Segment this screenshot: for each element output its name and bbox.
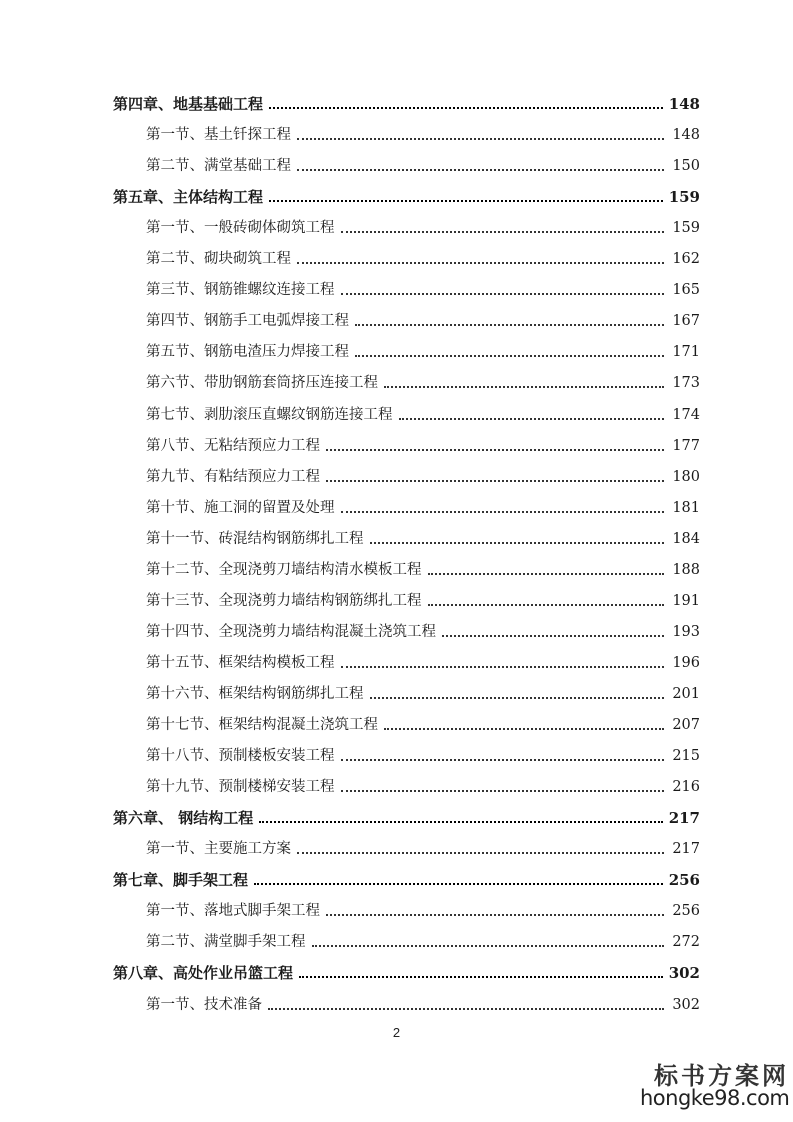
- toc-section-entry[interactable]: [146, 559, 700, 581]
- toc-entry-page: 150: [672, 158, 700, 175]
- toc-section-entry[interactable]: [146, 310, 700, 332]
- toc-entry-title: 第八章、高处作业吊篮工程: [113, 964, 294, 983]
- toc-entry-title: 第二节、满堂基础工程: [146, 158, 291, 175]
- toc-entry-title: 第二节、砌块砌筑工程: [146, 251, 291, 268]
- toc-section-entry[interactable]: [146, 590, 700, 612]
- toc-entry-title: 第十三节、全现浇剪力墙结构钢筋绑扎工程: [146, 592, 422, 609]
- page-number: 2: [392, 1025, 401, 1040]
- toc-dot-leader: [370, 538, 665, 544]
- toc-dot-leader: [326, 910, 664, 916]
- toc-entry-page: 159: [672, 220, 700, 237]
- toc-chapter-entry[interactable]: [113, 186, 700, 208]
- toc-dot-leader: [269, 196, 663, 202]
- toc-section-entry[interactable]: [146, 714, 700, 736]
- toc-dot-leader: [312, 941, 665, 947]
- toc-entry-page: 181: [672, 499, 700, 516]
- toc-entry-page: 272: [672, 934, 700, 951]
- toc-section-entry[interactable]: [146, 404, 700, 426]
- toc-dot-leader: [299, 972, 663, 978]
- toc-chapter-entry[interactable]: [113, 93, 700, 115]
- toc-entry-page: 201: [672, 686, 700, 702]
- toc-entry-title: 第十八节、预制楼板安装工程: [146, 748, 335, 765]
- toc-section-entry[interactable]: [146, 994, 700, 1016]
- toc-entry-page: 174: [672, 406, 700, 423]
- toc-section-entry[interactable]: [146, 652, 700, 674]
- toc-entry-title: 第六章、 钢结构工程: [113, 809, 254, 828]
- toc-dot-leader: [297, 848, 664, 854]
- toc-dot-leader: [326, 445, 664, 451]
- toc-entry-page: 177: [672, 437, 700, 454]
- watermark-url: hongke98.com: [640, 1086, 790, 1110]
- toc-entry-page: 173: [672, 375, 700, 392]
- toc-entry-title: 第三节、钢筋锥螺纹连接工程: [146, 282, 335, 299]
- toc-dot-leader: [370, 693, 665, 699]
- toc-entry-title: 第十九节、预制楼梯安装工程: [146, 779, 335, 796]
- toc-section-entry[interactable]: [146, 435, 700, 457]
- toc-entry-title: 第五章、主体结构工程: [113, 188, 264, 207]
- toc-entry-page: 216: [672, 779, 700, 796]
- toc-dot-leader: [341, 289, 665, 295]
- toc-entry-title: 第一节、基土钎探工程: [146, 127, 291, 143]
- toc-chapter-entry[interactable]: [113, 962, 700, 984]
- toc-entry-title: 第一节、落地式脚手架工程: [146, 903, 320, 920]
- toc-section-entry[interactable]: [146, 372, 700, 394]
- toc-section-entry[interactable]: [146, 217, 700, 239]
- toc-section-entry[interactable]: [146, 931, 700, 953]
- toc-section-entry[interactable]: [146, 155, 700, 177]
- toc-entry-page: 191: [672, 592, 700, 609]
- toc-dot-leader: [297, 258, 664, 264]
- toc-dot-leader: [341, 662, 665, 668]
- toc-entry-title: 第十二节、全现浇剪刀墙结构清水模板工程: [146, 561, 422, 578]
- toc-dot-leader: [428, 600, 665, 606]
- toc-entry-page: 217: [668, 809, 700, 828]
- toc-chapter-entry[interactable]: [113, 807, 700, 829]
- toc-entry-page: 256: [668, 871, 700, 890]
- toc-entry-title: 第十五节、框架结构模板工程: [146, 654, 335, 671]
- toc-dot-leader: [268, 1004, 664, 1010]
- toc-entry-title: 第一节、一般砖砌体砌筑工程: [146, 220, 335, 237]
- toc-dot-leader: [384, 724, 664, 730]
- toc-section-entry[interactable]: [146, 497, 700, 519]
- toc-entry-page: 302: [672, 996, 700, 1013]
- toc-section-entry[interactable]: [146, 528, 700, 550]
- toc-entry-title: 第一节、技术准备: [146, 996, 262, 1013]
- toc-entry-title: 第十四节、全现浇剪力墙结构混凝土浇筑工程: [146, 623, 436, 640]
- toc-dot-leader: [428, 569, 665, 575]
- toc-entry-page: 162: [672, 251, 700, 268]
- toc-dot-leader: [399, 414, 665, 420]
- toc-entry-page: 196: [672, 654, 700, 671]
- toc-dot-leader: [254, 879, 663, 885]
- toc-section-entry[interactable]: [146, 683, 700, 705]
- toc-dot-leader: [326, 476, 664, 482]
- toc-entry-title: 第九节、有粘结预应力工程: [146, 468, 320, 485]
- toc-entry-title: 第七节、剥肋滚压直螺纹钢筋连接工程: [146, 406, 393, 423]
- toc-dot-leader: [341, 786, 665, 792]
- toc-entry-title: 第十一节、砖混结构钢筋绑扎工程: [146, 530, 364, 547]
- toc-entry-page: 148: [672, 127, 700, 143]
- toc-entry-title: 第六节、带肋钢筋套筒挤压连接工程: [146, 375, 378, 392]
- toc-entry-page: 302: [668, 964, 700, 983]
- toc-section-entry[interactable]: [146, 900, 700, 922]
- toc-chapter-entry[interactable]: [113, 869, 700, 891]
- toc-entry-page: 184: [672, 530, 700, 547]
- toc-dot-leader: [384, 382, 664, 388]
- toc-entry-title: 第八节、无粘结预应力工程: [146, 437, 320, 454]
- toc-section-entry[interactable]: [146, 776, 700, 798]
- toc-dot-leader: [442, 631, 664, 637]
- toc-section-entry[interactable]: [146, 279, 700, 301]
- toc-entry-page: 193: [672, 623, 700, 640]
- toc-dot-leader: [341, 507, 665, 513]
- toc-entry-page: 217: [672, 841, 700, 858]
- toc-dot-leader: [269, 103, 663, 109]
- toc-entry-title: 第十节、施工洞的留置及处理: [146, 499, 335, 516]
- toc-section-entry[interactable]: [146, 341, 700, 363]
- toc-section-entry[interactable]: [146, 838, 700, 860]
- toc-entry-title: 第一节、主要施工方案: [146, 841, 291, 858]
- watermark-name: 标书方案网: [654, 1061, 789, 1090]
- toc-entry-page: 165: [672, 282, 700, 299]
- toc-entry-page: 188: [672, 561, 700, 578]
- toc-entry-page: 180: [672, 468, 700, 485]
- toc-section-entry[interactable]: [146, 124, 700, 146]
- toc-dot-leader: [259, 817, 662, 823]
- toc-dot-leader: [355, 320, 664, 326]
- toc-entry-title: 第四章、地基基础工程: [113, 95, 264, 113]
- toc-entry-title: 第四节、钢筋手工电弧焊接工程: [146, 313, 349, 330]
- toc-entry-title: 第十七节、框架结构混凝土浇筑工程: [146, 717, 378, 733]
- toc-dot-leader: [341, 755, 665, 761]
- toc-entry-title: 第五节、钢筋电渣压力焊接工程: [146, 344, 349, 361]
- toc-entry-page: 148: [668, 95, 700, 113]
- toc-dot-leader: [341, 227, 665, 233]
- toc-entry-page: 171: [672, 344, 700, 361]
- toc-section-entry[interactable]: [146, 466, 700, 488]
- toc-entry-title: 第十六节、框架结构钢筋绑扎工程: [146, 686, 364, 702]
- toc-entry-title: 第七章、脚手架工程: [113, 871, 249, 890]
- toc-entry-page: 207: [672, 717, 700, 733]
- toc-section-entry[interactable]: [146, 248, 700, 270]
- toc-entry-page: 215: [672, 748, 700, 765]
- toc-entry-title: 第二节、满堂脚手架工程: [146, 934, 306, 951]
- toc-section-entry[interactable]: [146, 621, 700, 643]
- toc-dot-leader: [355, 351, 664, 357]
- watermark-logo: [640, 1056, 790, 1118]
- toc-dot-leader: [297, 165, 664, 171]
- toc-entry-page: 167: [672, 313, 700, 330]
- toc-dot-leader: [297, 134, 664, 140]
- toc-section-entry[interactable]: [146, 745, 700, 767]
- toc-entry-page: 256: [672, 903, 700, 920]
- toc-entry-page: 159: [668, 188, 700, 207]
